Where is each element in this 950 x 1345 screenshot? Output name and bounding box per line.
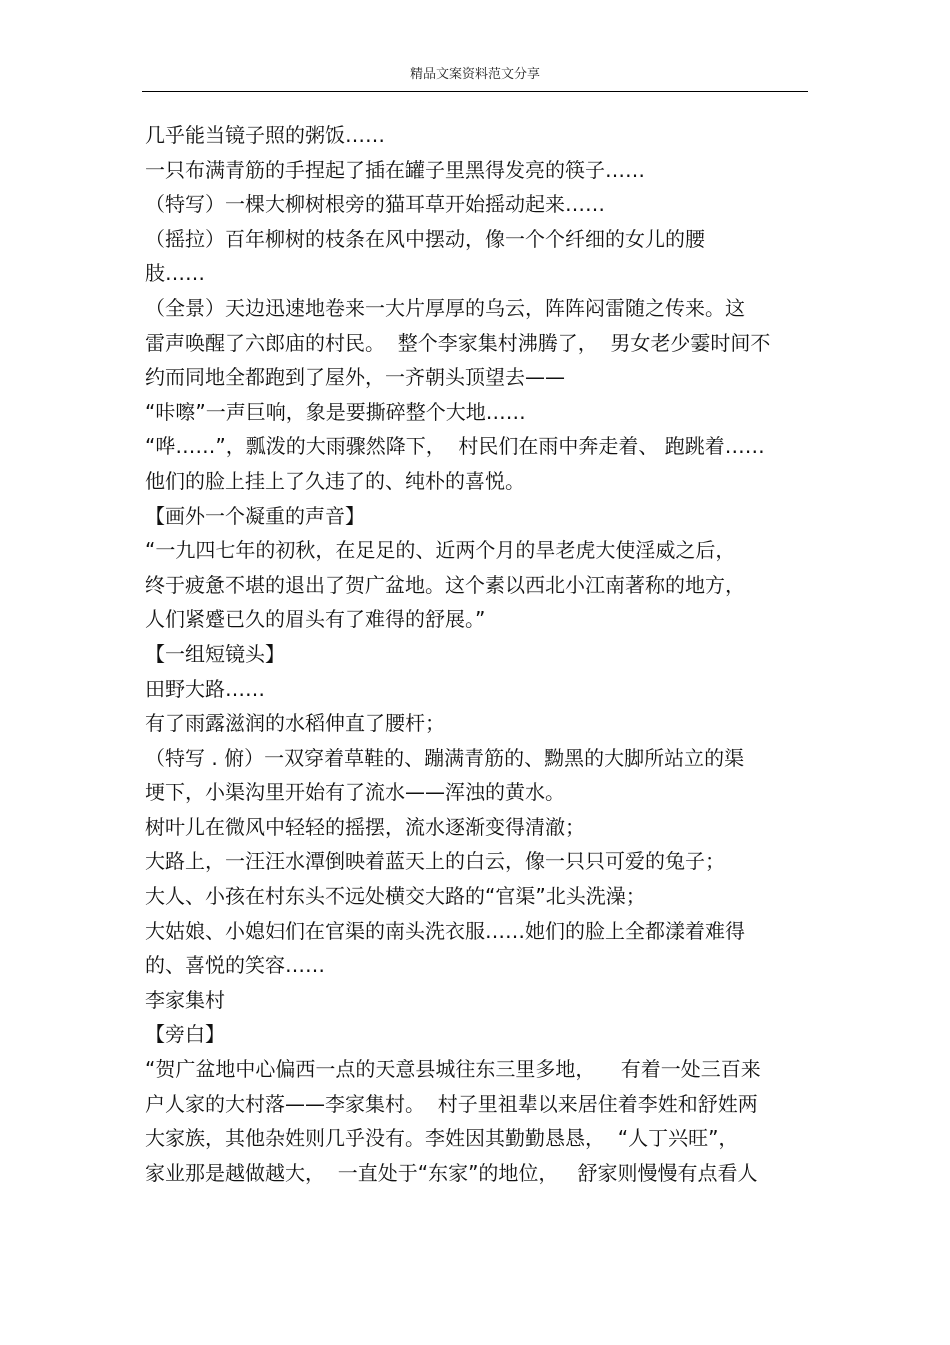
text-line: 终于疲惫不堪的退出了贺广盆地。这个素以西北小江南著称的地方，	[145, 572, 745, 597]
text-line: 几乎能当镜子照的粥饭……	[145, 123, 385, 147]
text-line: 埂下，小渠沟里开始有了流水——浑浊的黄水。	[145, 780, 565, 805]
text-line: 家业那是越做越大， 一直处于“东家”的地位， 舒家则慢慢有点看人	[145, 1160, 758, 1185]
text-line: （摇拉）百年柳树的枝条在风中摆动，像一个个纤细的女儿的腰	[145, 226, 705, 251]
text-line: 他们的脸上挂上了久违了的、纯朴的喜悦。	[145, 468, 525, 493]
text-line: （特写）一棵大柳树根旁的猫耳草开始摇动起来……	[145, 192, 605, 217]
section-heading: 【画外一个凝重的声音】	[145, 503, 365, 528]
text-line: 大人、小孩在村东头不远处横交大路的“官渠”北头洗澡；	[145, 884, 646, 909]
header-rule	[142, 91, 808, 92]
text-line: 树叶儿在微风中轻轻的摇摆，流水逐渐变得清澈；	[145, 814, 585, 839]
text-line: 肢……	[145, 261, 205, 286]
text-line: “咔嚓”一声巨响，象是要撕碎整个大地……	[145, 399, 526, 424]
text-line: 的、喜悦的笑容……	[145, 953, 325, 978]
text-line: 户人家的大村落——李家集村。 村子里祖辈以来居住着李姓和舒姓两	[145, 1091, 758, 1116]
section-heading: 【旁白】	[145, 1022, 225, 1047]
text-line: “一九四七年的初秋，在足足的、近两个月的旱老虎大使淫威之后，	[145, 538, 736, 563]
text-line: （全景）天边迅速地卷来一大片厚厚的乌云，阵阵闷雷随之传来。这	[145, 295, 745, 320]
text-line: “哗……”，瓢泼的大雨骤然降下， 村民们在雨中奔走着、 跑跳着……	[145, 434, 765, 459]
text-line: 一只布满青筋的手捏起了插在罐子里黑得发亮的筷子……	[145, 157, 645, 182]
text-line: 有了雨露滋润的水稻伸直了腰杆；	[145, 711, 445, 736]
text-line: 大家族，其他杂姓则几乎没有。李姓因其勤勤恳恳， “人丁兴旺”，	[145, 1126, 739, 1151]
text-line: 田野大路……	[145, 676, 265, 701]
text-line: 人们紧蹙已久的眉头有了难得的舒展。”	[145, 607, 486, 632]
text-line: “贺广盆地中心偏西一点的天意县城往东三里多地， 有着一处三百来	[145, 1057, 761, 1082]
text-line: 约而同地全都跑到了屋外，一齐朝头顶望去——	[145, 365, 565, 390]
text-line: 大姑娘、小媳妇们在官渠的南头洗衣服……她们的脸上全都漾着难得	[145, 918, 745, 943]
text-line: （特写 . 俯）一双穿着草鞋的、蹦满青筋的、黝黑的大脚所站立的渠	[145, 745, 745, 770]
text-line: 大路上，一汪汪水潭倒映着蓝天上的白云，像一只只可爱的兔子；	[145, 849, 725, 874]
page-header: 精品文案资料范文分享	[409, 67, 540, 82]
text-line: 李家集村	[145, 987, 225, 1012]
text-line: 雷声唤醒了六郎庙的村民。 整个李家集村沸腾了， 男女老少霎时间不	[145, 330, 771, 355]
document-body	[145, 118, 805, 1190]
section-heading: 【一组短镜头】	[145, 641, 285, 666]
